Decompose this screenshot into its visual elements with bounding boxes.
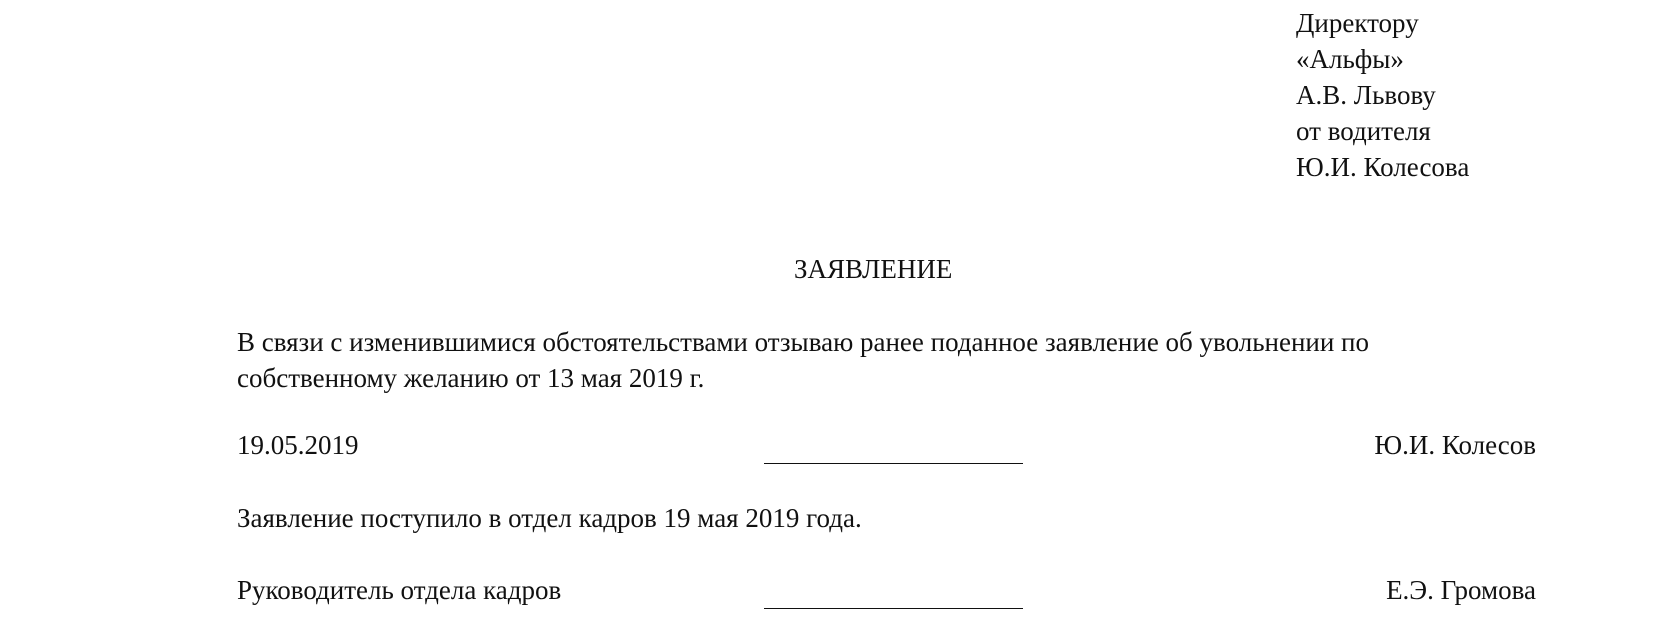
statement-line: В связи с изменившимися обстоятельствами отзываю ранее поданное заявление об увольнении по [237,327,1370,357]
addressee-line: Ю.И. Колесова [1296,152,1470,182]
hr-position: Руководитель отдела кадров [237,575,562,605]
signature-line [764,463,1023,464]
signature-row [0,427,1654,463]
statement-body [237,324,1537,396]
applicant-name: Ю.И. Колесов [1374,430,1536,460]
hr-signature-row [0,572,1654,608]
hr-signature-line [764,608,1023,609]
statement-line: собственному желанию от 13 мая 2019 г. [237,363,705,393]
addressee-block [1296,5,1469,185]
statement-date: 19.05.2019 [237,430,359,460]
addressee-line: от водителя [1296,116,1431,146]
addressee-line: «Альфы» [1296,44,1404,74]
hr-head-name: Е.Э. Громова [1386,575,1536,605]
addressee-line: А.В. Львову [1296,80,1436,110]
received-note: Заявление поступило в отдел кадров 19 мая 2019 года. [237,503,862,533]
addressee-line: Директору [1296,8,1419,38]
document-title: ЗАЯВЛЕНИЕ [794,254,953,284]
